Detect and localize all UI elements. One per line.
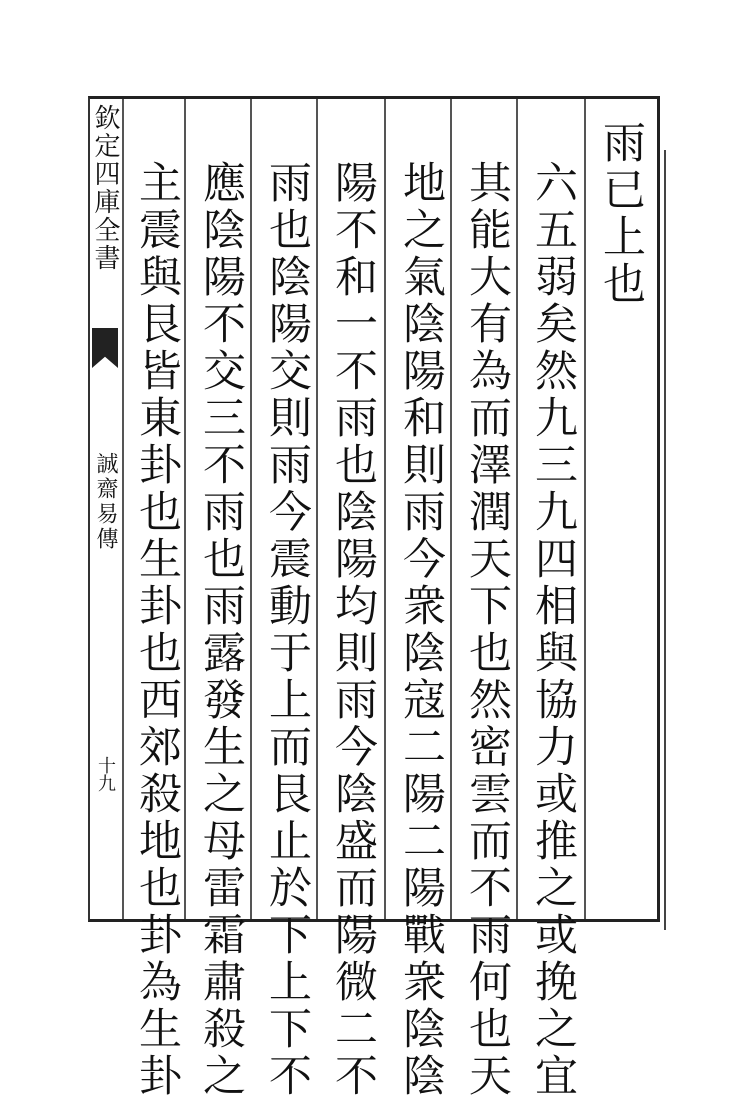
column-rule (122, 99, 124, 919)
text-column-5: 陽不和一不雨也陰陽均則雨今陰盛而陽微二不 (328, 160, 378, 1100)
column-rule (384, 99, 386, 919)
text-column-8: 主震與艮皆東卦也生卦也西郊殺地也卦為生卦 (132, 160, 182, 1100)
margin-book-title: 誠齋易傳 (93, 452, 118, 552)
text-column-4: 地之氣陰陽和則雨今衆陰寇二陽二陽戰衆陰陰 (396, 160, 446, 1100)
column-rule (316, 99, 318, 919)
text-column-1: 雨已上也 (596, 120, 646, 308)
column-rule (250, 99, 252, 919)
column-rule (450, 99, 452, 919)
text-column-6: 雨也陰陽交則雨今震動于上而艮止於下上下不 (262, 160, 312, 1100)
page-edge-line (664, 150, 666, 930)
margin-page-number: 十九 (95, 756, 116, 792)
text-column-2: 六五弱矣然九三九四相與協力或推之或挽之宜 (528, 160, 578, 1100)
text-column-7: 應陰陽不交三不雨也雨露發生之母雷霜肅殺之 (196, 160, 246, 1100)
text-column-3: 其能大有為而澤潤天下也然密雲而不雨何也天 (462, 160, 512, 1100)
margin-title: 欽定四庫全書 (90, 104, 120, 272)
column-rule (516, 99, 518, 919)
column-rule (584, 99, 586, 919)
